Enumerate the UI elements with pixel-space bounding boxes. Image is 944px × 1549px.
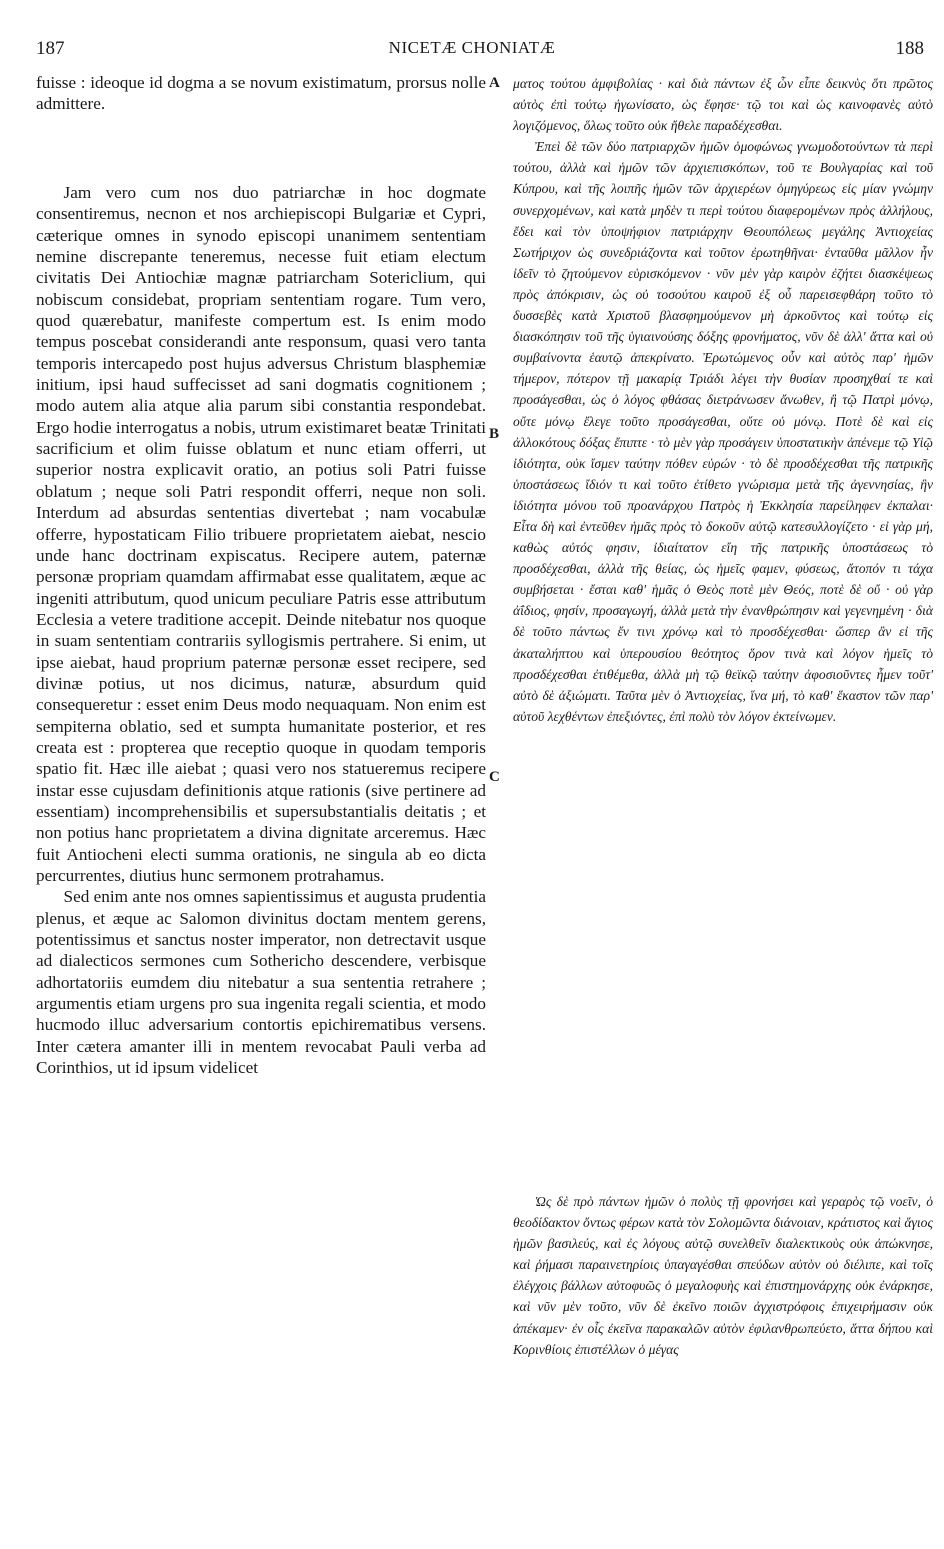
latin-column-main — [36, 182, 486, 1078]
greek-paragraph-3: Ὡς δὲ πρὸ πάντων ἡμῶν ὁ πολὺς τῇ φρονήσει καὶ γεραρὸς τῷ νοεῖν, ὁ θεοδίδακτον ὄντως φέρων κατὰ τὸν Σολομῶντα διάνοιαν, κράτιστος καὶ ἅγιος ἡμῶν βασιλεύς, καὶ ἐς λόγους αὐτῷ συνελθεῖν διαλεκτικοὺς οὐκ ἀπώκνησε, καὶ ῥήμασι παραινετηρίοις ὑπαγαγέσθαι σπεύδων αὐτὸν οὐ διέλιπε, καὶ τοῖς ἐλέγχοις βάλλων αὐτοφυῶς ὁ μεγαλοφυὴς καὶ ἐπιστημονάρχης οὐκ ἐνάρκησε, καὶ νῦν μὲν τοῦτο, νῦν δὲ ἐκεῖνο ποιῶν ἀγχιστρόφοις ἐπιχειρήμασιν οὐκ ἀπέκαμεν· ἐν οἷς ἐκεῖνα παρακαλῶν αὐτὸν ἐφιλανθρωπεύετο, ἅττα δήπου καὶ Κορινθίοις ἐπιστέλλων ὁ μέγας — [513, 1194, 933, 1357]
latin-paragraph-3: Sed enim ante nos omnes sapientissimus et augusta prudentia plenus, et æque ac Salomon divinitus doctam mentem gerens, potentissimus et sanctus noster imperator, non detrectavit usque ad dialecticos sermones cum Sothericho descendere, verbisque adhortatoriis eumdem diu nitebatur a sua sententia retrahere ; argumentis etiam urgens pro sua ingenita regali scientia, et modo hucmodo illuc adversarium contortis epichirematibus versens. Inter cætera amanter illi in mentem revocabat Pauli verba ad Corinthios, ut id ipsum videlicet — [36, 887, 486, 1078]
greek-column-lower — [513, 1191, 933, 1360]
latin-paragraph-2: Jam vero cum nos duo patriarchæ in hoc dogmate consentiremus, necnon et nos archiepiscopi Bulgariæ et Cypri, cæterique omnes in synodo episcopi unanimem sententiam nemine discrepante teneremus, necesse fuit etiam electum civitatis Dei Antiochiæ magnæ patriarcham Sotericlium, qui nobiscum considebat, propriam sententiam rogare. Tum vero, quod quærebatur, manifeste compertum est. Is enim modo tempus poscebat considerandi ante responsum, quasi vero tanta temporis intercapedo post hujus adversus Christum blasphemiæ initium, ipsi haud suffecisset ad sani dogmatis cognitionem ; modo autem alia atque alia parum sibi constantia respondebat. Ergo hodie interrogatus a nobis, utrum existimaret beatæ Trinitati sacrificium et olim fuisse oblatum et nunc etiam offerri, ut superior nostra explicavit oratio, an potius soli Patri fuisse oblatum ; neque soli Patri respondit offerri, neque non soli. Interdum ad absurdas sententias divertebat ; nam vocabulæ offerre, hypostaticam Filio tribuere proprietatem aiebat, nescio unde hanc doctrinam expiscatus. Recipere autem, paternæ personæ propriam quamdam affirmabat esse qualitatem, æque ac ingeniti attributum, quod unicum peculiare Patris esse attributum Ecclesia a vetere traditione accepit. Deinde nitebatur nos quoque in suam sententiam contrariis syllogismis pertrahere. Si enim, ut ipse aiebat, haud proprium paternæ personæ esset recipere, sed divinæ potius, ut nos dicimus, naturæ, absurdum quid consequeretur : esset enim Deus modo nequaquam. Non enim est sempiterna oblatio, sed et sumpta humanitate posterior, et res creata est : propterea que receptio quoque in quodam temporis spatio fit. Hæc ille aiebat ; quasi vero nos statueremus recipere instar esse cujusdam definitionis atque rationis (sive pertinere ad essentiam) incomprehensibilis et supersubstantialis deitatis ; et non potius hanc proprietatem a divina dignitate arceremus. Hæc fuit Antiocheni electi summa orationis, ne singula ab eo dicta percurrentes, diutius hunc sermonem protrahamus. — [36, 183, 486, 885]
latin-column-intro — [36, 72, 486, 115]
margin-mark-a: A — [489, 75, 500, 91]
margin-mark-c: C — [489, 769, 500, 785]
greek-paragraph-2: Ἐπεὶ δὲ τῶν δύο πατριαρχῶν ἡμῶν ὁμοφώνως γνωμοδοτούντων τὰ περὶ τούτου, ἀλλὰ καὶ ἡμῶν τῶν ἀρχιεπισκόπων, τοῦ τε Βουλγαρίας καὶ τοῦ Κύπρου, καὶ τῆς λοιπῆς ἡμῶν τῶν ἀρχιερέων ὁμηγύρεως εἰς μίαν γνώμην συνερχομένων, καὶ κατὰ μηδὲν τι περὶ τούτου διαφερομένων πρὸς ἀλλήλους, ἔδει καὶ τὸν ὑποψήφιον πατριάρχην Θεουπόλεως μεγάλης Ἀντιοχείας Σωτήριχον ὡς συνεδριάζοντα καὶ τοῦτον ἐρωτηθῆναι· ἐνταῦθα μᾶλλον ἦν ἰδεῖν τὸ ζητούμενον εὑρισκόμενον · νῦν μὲν γὰρ καιρὸν ἐζήτει διασκέψεως πρὸς ἀπόκρισιν, ὡς οὐ τοσούτου καιροῦ ἐξ οὗ παρεισεφθάρη τοῦτο τὸ δυσσεβὲς κατὰ Χριστοῦ βλασφημούμενον μὴ ἀρκοῦντος καὶ τούτῳ εἰς διασκόπησιν τοῦ τῆς ὑγιαινούσης δόξης φρονήματος, νῦν δὲ ἀλλ' ἄττα καὶ οὐ συμβαίνοντα ἑαυτῷ ἀπεκρίνατο. Ἐρωτώμενος οὖν καὶ αὐτὸς παρ' ἡμῶν τήμερον, πότερον τῇ μακαρίᾳ Τριάδι λέγει τὴν θυσίαν προσηχθαί τε καὶ προσάγεσθαι, ὡς ὁ λόγος φθάσας διετράνωσεν ἄνωθεν, ἢ τῷ Πατρὶ μόνῳ, οὔτε μόνῳ ἔλεγε τοῦτο προσάγεσθαι, οὔτε οὐ μόνῳ. Ποτὲ δὲ καὶ εἰς ἀλλοκότους δόξας ἔπιπτε · τὸ μὲν γὰρ προσάγειν ὑποστατικὴν ἀπένεμε τῷ Υἱῷ ἰδιότητα, οὐκ ἴσμεν ταύτην πόθεν εὑρών · τὸ δὲ προσδέχεσθαι τῆς πατρικῆς ὑποστάσεως ἴδιόν τι καὶ τοῦτο ἐτίθετο γνώρισμα μετὰ τῆς ἀγεννησίας, ἣν ἰδιότητα μόνου τοῦ προανάρχου Πατρὸς ἡ Ἐκκλησία παρείληφεν ἐκπαλαι· Εἶτα δὴ καὶ ἐντεῦθεν ἡμᾶς πρὸς τὸ δοκοῦν αὐτῷ κατεσυλλογίζετο · εἰ γὰρ μή, καθὼς αὐτός φησιν, ἰδιαίτατον εἴη τῆς πατρικῆς ὑποστάσεως τὸ προσδέχεσθαι, ἀλλὰ τῆς θείας, ὡς ἡμεῖς φαμεν, φύσεως, ἄτοπόν τι τάχα συμβήσεται · ἔσται καθ' ἡμᾶς ὁ Θεὸς ποτὲ μὲν Θεός, ποτὲ δὲ οὔ · οὐ γὰρ ἀΐδιος, φησίν, προσαγωγή, ἀλλὰ μετὰ τὴν ἐνανθρώπησιν καὶ γεγενημένη · διὰ δὲ τοῦτο πάντως ἔν τινι χρόνῳ καὶ τὸ προσδέχεσθαι· ὥσπερ ἂν εἰ τῆς ἀκαταλήπτου καὶ ὑπερουσίου θεότητος ὅρον τινὰ καὶ λόγον ἡμεῖς τὸ προσδέχεσθαι ἐτιθέμεθα, ἀλλὰ μὴ τῷ θεϊκῷ ταύτην ἀφοσιοῦντες ἦμεν τοῦτ' αὐτὸ δὲ ἀξιώματι. Ταῦτα μὲν ὁ Ἀντιοχείας, ἵνα μή, τὸ καθ' ἕκαστον τῶν παρ' αὐτοῦ λεχθέντων ἐπεξιόντες, ἐπὶ πολὺ τὸν λόγον ἐκτείνωμεν. — [513, 139, 933, 724]
greek-paragraph-1: ματος τούτου ἀμφιβολίας · καὶ διὰ πάντων ἐξ ὧν εἶπε δεικνὺς ὅτι πρῶτος αὐτὸς ἐπὶ τούτῳ ἠγωνίσατο, ὡς ἔφησε· τῷ τοι καὶ ὡς καινοφανὲς αὐτὸ λογιζόμενος, ὅλως τοῦτο οὐκ ἤθελε παραδέχεσθαι. — [513, 76, 933, 134]
page-number-left: 187 — [36, 38, 65, 59]
greek-column-upper — [513, 73, 933, 727]
running-title: NICETÆ CHONIATÆ — [388, 38, 556, 57]
page-number-right: 188 — [895, 38, 924, 59]
latin-paragraph-1: fuisse : ideoque id dogma a se novum existimatum, prorsus nolle admittere. — [36, 73, 486, 114]
margin-mark-b: B — [489, 426, 500, 442]
